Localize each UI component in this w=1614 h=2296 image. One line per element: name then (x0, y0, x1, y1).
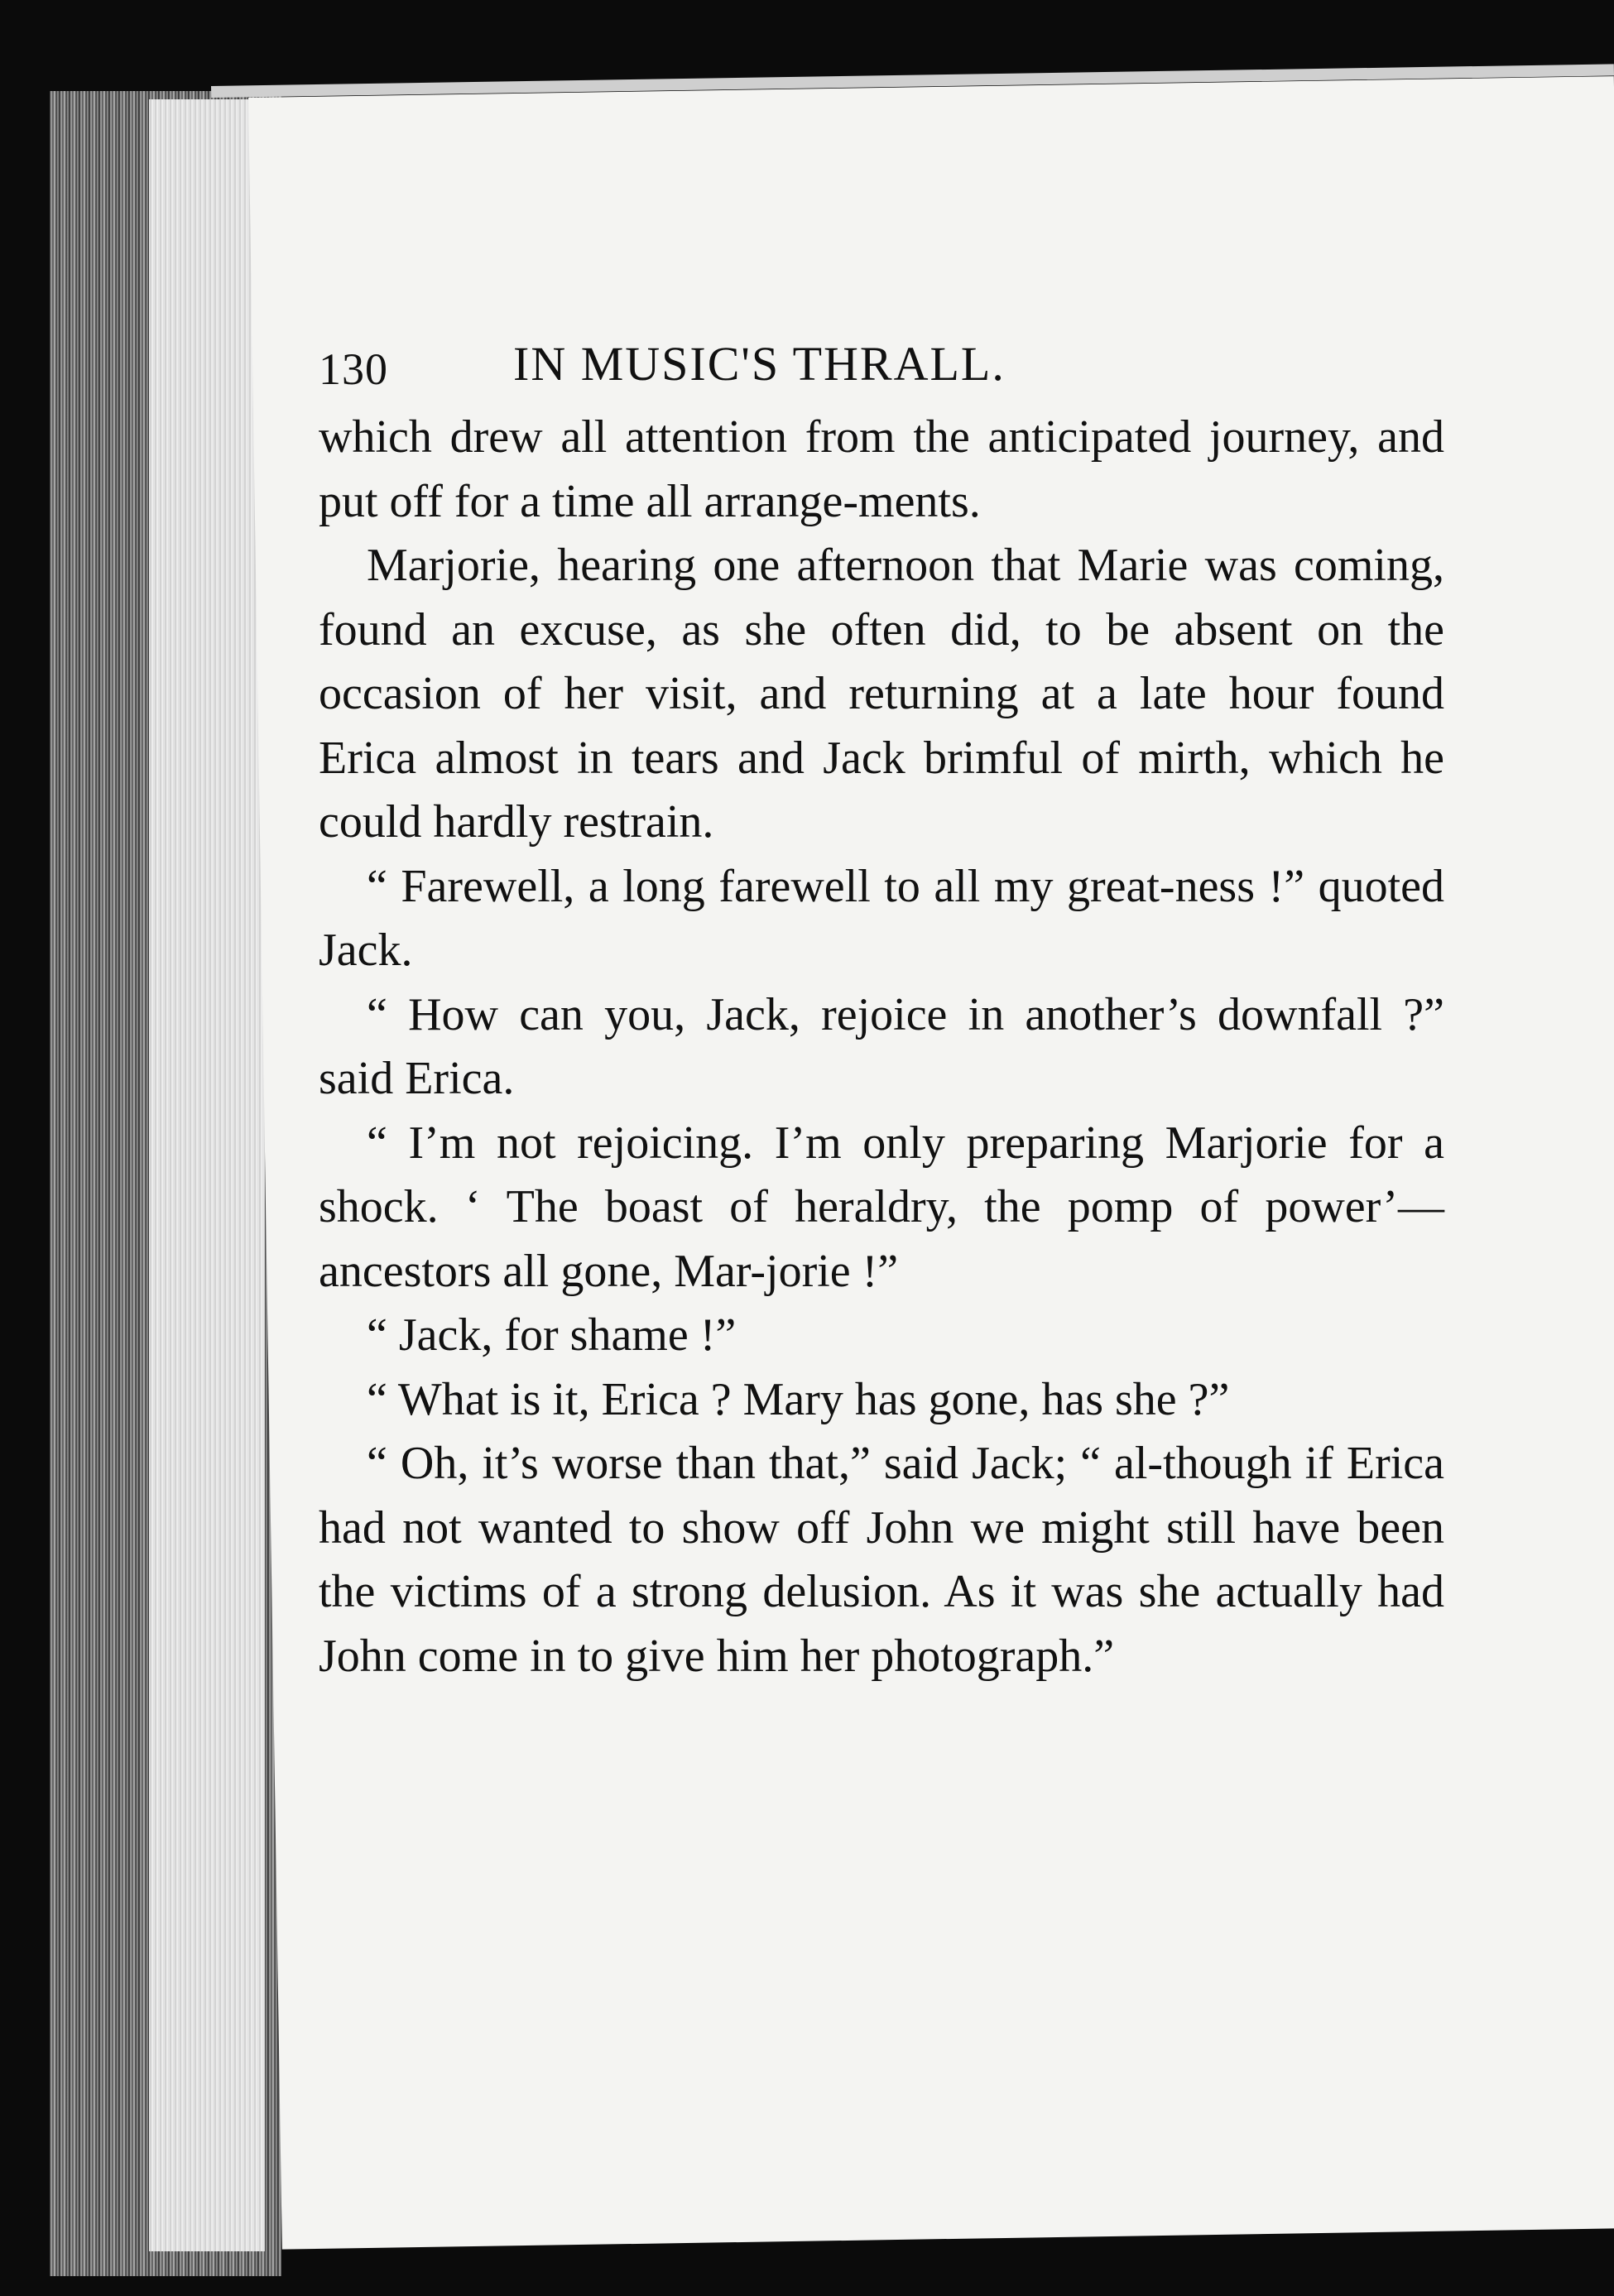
body-text (319, 406, 1444, 1688)
paragraph: “ I’m not rejoicing. I’m only preparing Marjorie for a shock. ‘ The boast of heraldry, the pomp of power’—ancestors all gone, Mar-jorie !” (319, 1117, 1444, 1297)
paragraph: “ How can you, Jack, rejoice in another’s downfall ?” said Erica. (319, 988, 1444, 1104)
page-number: 130 (319, 344, 388, 394)
page-text-block (319, 327, 1444, 1688)
paragraph: “ Farewell, a long farewell to all my great-ness !” quoted Jack. (319, 860, 1444, 976)
paragraph: “ Jack, for shame !” (367, 1309, 737, 1361)
page-stack-light-edges (149, 99, 265, 2251)
paragraph: Marjorie, hearing one afternoon that Marie was coming, found an excuse, as she often did, to be absent on the occasion of her visit, and returning at a late hour found Erica almost in tears and Jack brimful of mirth, which he could hardly restrain. (319, 540, 1444, 848)
paragraph: “ What is it, Erica ? Mary has gone, has she ?” (367, 1373, 1230, 1425)
paragraph: “ Oh, it’s worse than that,” said Jack; “ al-though if Erica had not wanted to show off John we might still have been the victims of a strong delusion. As it was she actually had John come in to give him her photograph.” (319, 1438, 1444, 1682)
running-title: IN MUSIC'S THRALL. (513, 337, 1006, 391)
page-header (319, 327, 1444, 406)
paragraph: which drew all attention from the anticipated journey, and put off for a time all arrange-ments. (319, 411, 1444, 527)
